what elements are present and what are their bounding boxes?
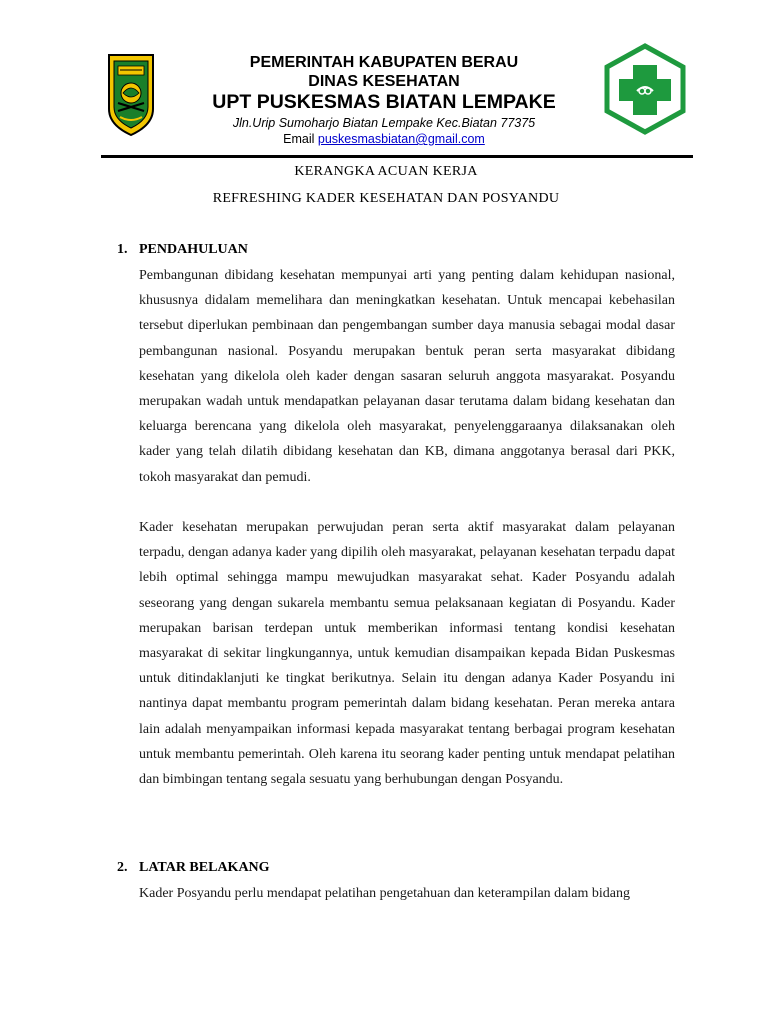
letterhead <box>160 53 608 147</box>
section-title: PENDAHULUAN <box>139 242 248 257</box>
paragraph: Pembangunan dibidang kesehatan mempunyai arti yang penting dalam kehidupan nasional, khususnya didalam memelihara dan meningkatkan kesehatan. Untuk mencapai kebehasilan tersebut diperlukan pembinaan dan pengembangan sumber daya manusia sebagai modal dasar pembangunan nasional. Posyandu merupakan bentuk peran serta masyarakat dibidang kesehatan yang dikelola oleh kader dengan sasaran seluruh anggota masyarakat. Posyandu merupakan wadah untuk mendapatkan pelayanan dasar terutama dalam bidang kesehatan dan keluarga berencana yang dikelola oleh masyarakat, penyelenggaraanya dilaksanakan oleh kader yang telah dilatih dibidang kesehatan dan KB, dimana anggotanya berasal dari PKK, tokoh masyarakat dan pemudi. <box>139 268 675 485</box>
document-subtitle: REFRESHING KADER KESEHATAN DAN POSYANDU <box>212 191 560 206</box>
paragraph: Kader kesehatan merupakan perwujudan peran serta aktif masyarakat dalam pelayanan terpadu, dengan adanya kader yang dipilih oleh masyarakat, pelayanan kesehatan terpadu dapat lebih optimal sehingga mampu mewujudkan masyarakat sehat. Kader Posyandu adalah seseorang yang dengan sukarela membantu semua pelaksanaan kegiatan di Posyandu. Kader merupakan barisan terdepan untuk memberikan informasi tentang kondisi kesehatan masyarakat di sekitar lingkungannya, untuk kemudian disampaikan kepada Bidan Puskesmas untuk ditindaklanjuti ke tingkat berikutnya. Selain itu dengan adanya Kader Posyandu ini nantinya dapat membantu program pemerintah dalam bidang kesehatan. Peran mereka antara lain adalah menyampaikan informasi kepada masyarakat tentang berbagai program kesehatan untuk membantu pemerintah. Oleh karena itu seorang kader penting untuk mendapat pelatihan dan bimbingan tentang segala sesuatu yang berhubungan dengan Posyandu. <box>139 520 675 788</box>
paragraph: Kader Posyandu perlu mendapat pelatihan pengetahuan dan keterampilan dalam bidang <box>139 886 630 901</box>
email-line <box>160 131 608 147</box>
section-number: 2. <box>117 860 128 875</box>
agency-name: DINAS KESEHATAN <box>308 73 460 90</box>
document-title: KERANGKA ACUAN KERJA <box>294 164 478 179</box>
government-name: PEMERINTAH KABUPATEN BERAU <box>249 54 519 71</box>
email-label: Email <box>283 132 318 146</box>
berau-regency-crest-icon <box>106 51 156 137</box>
institution-name: UPT PUSKESMAS BIATAN LEMPAKE <box>212 91 556 113</box>
section-title: LATAR BELAKANG <box>139 860 270 875</box>
health-ministry-cross-icon <box>603 43 687 135</box>
email-link[interactable]: puskesmasbiatan@gmail.com <box>317 132 485 146</box>
letterhead-divider <box>101 155 693 158</box>
section-heading <box>117 860 270 876</box>
section-heading <box>117 242 248 258</box>
address: Jln.Urip Sumoharjo Biatan Lempake Kec.Biatan 77375 <box>232 116 536 130</box>
section-number: 1. <box>117 242 128 257</box>
